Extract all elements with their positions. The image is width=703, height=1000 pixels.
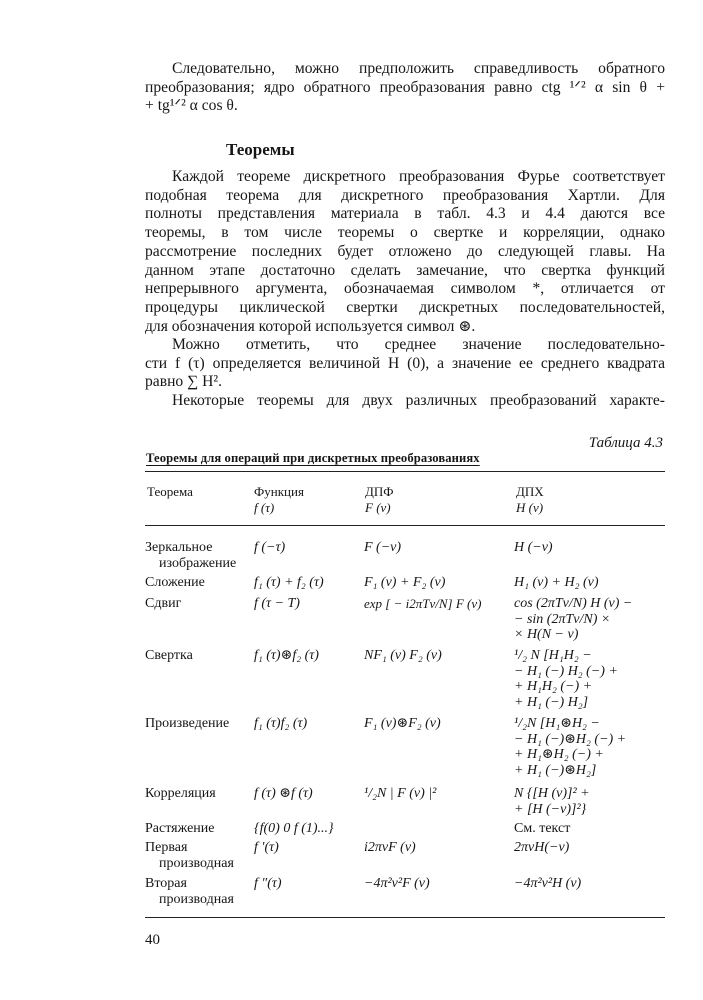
- cell-line: Зеркальное: [145, 540, 213, 555]
- cell-dht: −4π²ν²H (ν): [514, 876, 582, 891]
- cell-dht: [514, 786, 674, 817]
- paragraph-line: непрерывного аргумента, обозначаемая символом *, отличается от: [145, 280, 665, 298]
- table-top-rule: [145, 471, 665, 472]
- paragraph-line: Некоторые теоремы для двух различных преобразований характе-: [172, 392, 665, 409]
- cell-line: cos (2πTν/N) H (ν) −: [514, 596, 633, 611]
- cell-line: − H₁ (−) H₂ (−) +: [514, 663, 618, 679]
- paragraph-line: процедуры циклической свертки дискретных последовательностей,: [145, 298, 665, 316]
- header-label: ДПХ: [516, 484, 544, 499]
- cell-dht: [514, 716, 674, 778]
- cell-dht: См. текст: [514, 821, 571, 836]
- paragraph-line: данном этапе достаточно сделать замечание, что свертка функций: [145, 261, 665, 279]
- cell-function: f (τ − T): [254, 596, 300, 611]
- paragraph-line: Каждой теореме дискретного преобразования Фурье соответствует: [172, 168, 665, 185]
- cell-function: f₁ (τ)⊛f₂ (τ): [254, 648, 319, 663]
- cell-dft: i2πνF (ν): [364, 840, 416, 855]
- header-symbol: F (ν): [365, 500, 391, 515]
- cell-dft: F₁ (ν) + F₂ (ν): [364, 575, 446, 590]
- cell-function: f (−τ): [254, 540, 286, 555]
- paragraph-line: полноты представления материала в табл. 4.3 и 4.4 даются все: [145, 205, 665, 223]
- section-heading: Теоремы: [226, 140, 295, 159]
- page-number: 40: [145, 932, 160, 948]
- cell-theorem: Корреляция: [145, 786, 216, 801]
- paragraph-line: теоремы, в том числе теоремы о свертке и корреляции, однако: [145, 224, 665, 242]
- cell-theorem: [145, 840, 255, 871]
- header-rule: [145, 525, 665, 526]
- paragraph-line: для обозначения которой используется символ ⊛.: [145, 317, 476, 335]
- cell-theorem: [145, 876, 255, 907]
- cell-line: производная: [159, 855, 234, 871]
- cell-function: f₁ (τ)f₂ (τ): [254, 716, 308, 731]
- header-label: Функция: [254, 484, 304, 499]
- cell-line: ¹/₂N [H₁⊛H₂ −: [514, 716, 600, 731]
- cell-line: + H₁ (−) H₂]: [514, 694, 589, 710]
- cell-line: × H(N − ν): [514, 627, 579, 642]
- cell-function: f₁ (τ) + f₂ (τ): [254, 575, 324, 590]
- cell-line: N {[H (ν)]² +: [514, 786, 590, 801]
- cell-theorem: Свертка: [145, 648, 193, 663]
- cell-dft: F (−ν): [364, 540, 402, 555]
- header-dft: [365, 484, 394, 516]
- paragraph-line: Можно отметить, что среднее значение последовательно-: [172, 336, 665, 353]
- header-dht: [516, 484, 544, 516]
- intro-line: преобразования; ядро обратного преобразования равно ctg ¹ᐟ² α sin θ +: [145, 78, 665, 96]
- cell-line: + H₁H₂ (−) +: [514, 679, 593, 694]
- cell-line: + [H (−ν)]²}: [514, 801, 587, 817]
- cell-line: изображение: [159, 555, 237, 571]
- intro-line: Следовательно, можно предположить справедливость обратного: [172, 60, 665, 77]
- paragraph-3: [145, 392, 665, 411]
- cell-line: ¹/₂ N [H₁H₂ −: [514, 648, 592, 663]
- cell-function: f ″(τ): [254, 876, 282, 891]
- header-label: ДПФ: [365, 484, 394, 499]
- cell-dft: −4π²ν²F (ν): [364, 876, 430, 891]
- table-bottom-rule: [145, 917, 665, 918]
- cell-theorem: Сложение: [145, 575, 205, 590]
- cell-line: Вторая: [145, 876, 187, 891]
- cell-dht: 2πνH(−ν): [514, 840, 570, 855]
- header-label: Теорема: [147, 484, 193, 499]
- cell-line: − sin (2πTν/N) ×: [514, 611, 611, 627]
- cell-function: {f(0) 0 f (1)...}: [254, 821, 334, 836]
- cell-dft: F₁ (ν)⊛F₂ (ν): [364, 716, 441, 731]
- paragraph-line: равно ∑ H².: [145, 373, 222, 391]
- cell-theorem: [145, 540, 255, 571]
- cell-dht: [514, 648, 674, 710]
- table-title: Теоремы для операций при дискретных преобразованиях: [146, 451, 480, 465]
- cell-line: производная: [159, 891, 234, 907]
- cell-theorem: Сдвиг: [145, 596, 182, 611]
- cell-dft: ¹/₂N | F (ν) |²: [364, 786, 437, 801]
- cell-function: f (τ) ⊛f (τ): [254, 786, 313, 801]
- cell-dft: exp [ − i2πTν/N] F (ν): [364, 596, 482, 611]
- cell-theorem: Произведение: [145, 716, 230, 731]
- cell-dht: [514, 596, 674, 643]
- intro-paragraph: [145, 60, 665, 116]
- paragraph-1: [145, 168, 665, 336]
- cell-line: + H₁ (−)⊛H₂]: [514, 762, 597, 778]
- cell-line: Первая: [145, 840, 188, 855]
- cell-dft: NF₁ (ν) F₂ (ν): [364, 648, 442, 663]
- cell-function: f ′(τ): [254, 840, 279, 855]
- paragraph-line: рассмотрение последних будет отложено до следующей главы. На: [145, 242, 665, 260]
- cell-line: − H₁ (−)⊛H₂ (−) +: [514, 731, 627, 747]
- paragraph-2: [145, 336, 665, 392]
- table-number: Таблица 4.3: [588, 435, 663, 451]
- header-symbol: H (ν): [516, 500, 544, 515]
- cell-line: + H₁⊛H₂ (−) +: [514, 747, 604, 762]
- cell-dht: H (−ν): [514, 540, 553, 555]
- paragraph-line: сти f (τ) определяется величиной H (0), а значение ее среднего квадрата: [145, 354, 665, 372]
- cell-theorem: Растяжение: [145, 821, 215, 836]
- cell-dht: H₁ (ν) + H₂ (ν): [514, 575, 599, 590]
- header-theorem: [147, 484, 193, 500]
- paragraph-line: подобная теорема для дискретного преобразования Хартли. Для: [145, 186, 665, 204]
- header-symbol: f (τ): [254, 500, 275, 515]
- header-function: [254, 484, 304, 516]
- intro-line: + tg¹ᐟ² α cos θ.: [145, 97, 238, 115]
